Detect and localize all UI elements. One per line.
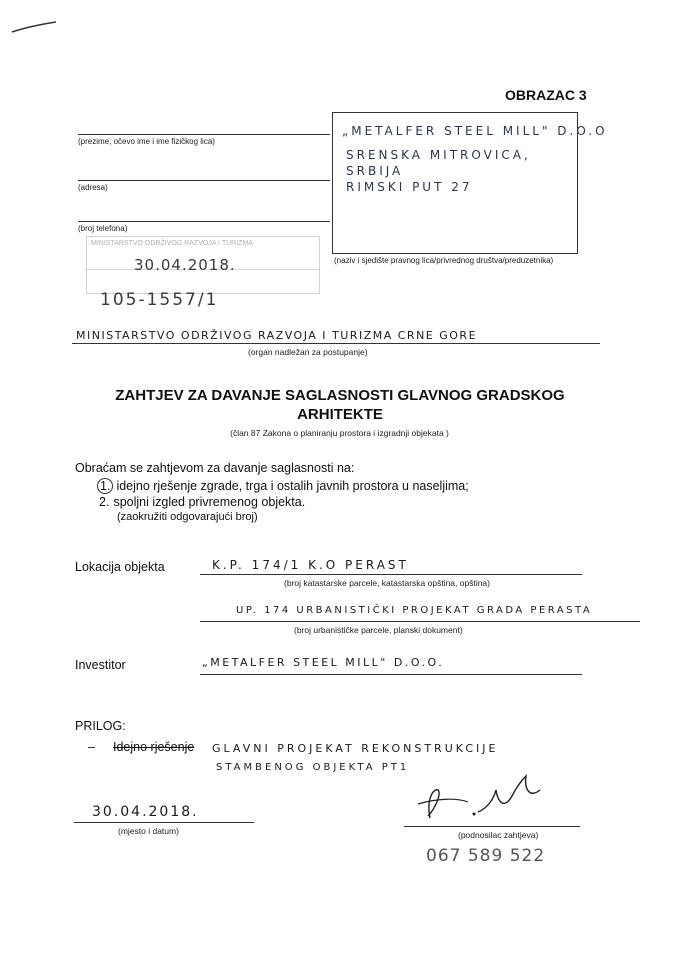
document-title-line-2: ARHITEKTE (297, 406, 383, 423)
urban-parcel-value: UP. 174 URBANISTIČKI PROJEKAT GRADA PERASTA (236, 605, 593, 616)
attachment-struck-text: Idejno rješenje (113, 740, 195, 754)
option-1-text: idejno rješenje zgrade, trga i ostalih javnih prostora u naseljima; (116, 479, 469, 493)
form-code: OBRAZAC 3 (505, 87, 587, 103)
company-line-1: „METALFER STEEL MILL" D.O.O (342, 124, 608, 138)
date-caption: (mjesto i datum) (118, 826, 179, 836)
applicant-phone: 067 589 522 (426, 846, 546, 866)
applicant-signature (408, 768, 558, 828)
signature-line (404, 826, 580, 827)
address-label: (adresa) (78, 183, 108, 192)
attachment-label: PRILOG: (75, 719, 126, 733)
stamp-header: MINISTARSTVO ODRŽIVOG RAZVOJA I TURIZMA (91, 240, 253, 247)
location-label: Lokacija objekta (75, 560, 165, 574)
organ-caption: (organ nadležan za postupanje) (248, 347, 368, 357)
option-2-text: spoljni izgled privremenog objekta. (113, 495, 306, 509)
document-subtitle: (član 87 Zakona o planiranju prostora i izgradnji objekata ) (230, 428, 449, 438)
option-2 (99, 495, 305, 509)
organ-line (72, 343, 600, 344)
stamp-number: 105-1557/1 (100, 290, 219, 310)
option-1 (97, 478, 469, 494)
urban-parcel-caption: (broj urbanističke parcele, planski dokument) (294, 625, 463, 635)
date-line (74, 822, 254, 823)
option-1-number: 1. (97, 478, 113, 494)
name-label: (prezime, očevo ime i ime fizičkog lica) (78, 137, 215, 146)
attachment-line-1: GLAVNI PROJEKAT REKONSTRUKCIJE (212, 742, 499, 755)
company-line-4: RIMSKI PUT 27 (346, 180, 473, 194)
document-title-line-1: ZAHTJEV ZA DAVANJE SAGLASNOSTI GLAVNOG GRADSKOG (115, 387, 565, 404)
stamp-date: 30.04.2018. (134, 256, 236, 274)
investor-value: „METALFER STEEL MILL" D.O.O. (202, 656, 445, 669)
address-line (78, 180, 330, 181)
investor-line (200, 674, 582, 675)
signing-date: 30.04.2018. (92, 804, 199, 820)
phone-label: (broj telefona) (78, 224, 128, 233)
parcel-line (200, 574, 582, 575)
attachment-line-2: STAMBENOG OBJEKTA PT1 (216, 762, 410, 773)
corner-pen-mark (10, 18, 60, 38)
organ-value: MINISTARSTVO ODRŽIVOG RAZVOJA I TURIZMA CRNE GORE (76, 329, 478, 342)
parcel-value: K.P. 174/1 K.O PERAST (212, 558, 409, 572)
attachment-dash: – (88, 740, 95, 754)
company-line-3: SRBIJA (346, 164, 404, 178)
company-caption: (naziv i sjedište pravnog lica/privrednog društva/preduzetnika) (334, 256, 554, 265)
urban-parcel-line (200, 621, 640, 622)
parcel-caption: (broj katastarske parcele, katastarska opština, opština) (284, 578, 490, 588)
request-intro: Obraćam se zahtjevom za davanje saglasnosti na: (75, 461, 355, 475)
signature-caption: (podnosilac zahtjeva) (458, 830, 539, 840)
option-note: (zaokružiti odgovarajući broj) (117, 511, 258, 523)
option-2-number: 2. (99, 495, 110, 509)
investor-label: Investitor (75, 658, 126, 672)
phone-line (78, 221, 330, 222)
name-line (78, 134, 330, 135)
company-line-2: SRENSKA MITROVICA, (346, 148, 531, 162)
